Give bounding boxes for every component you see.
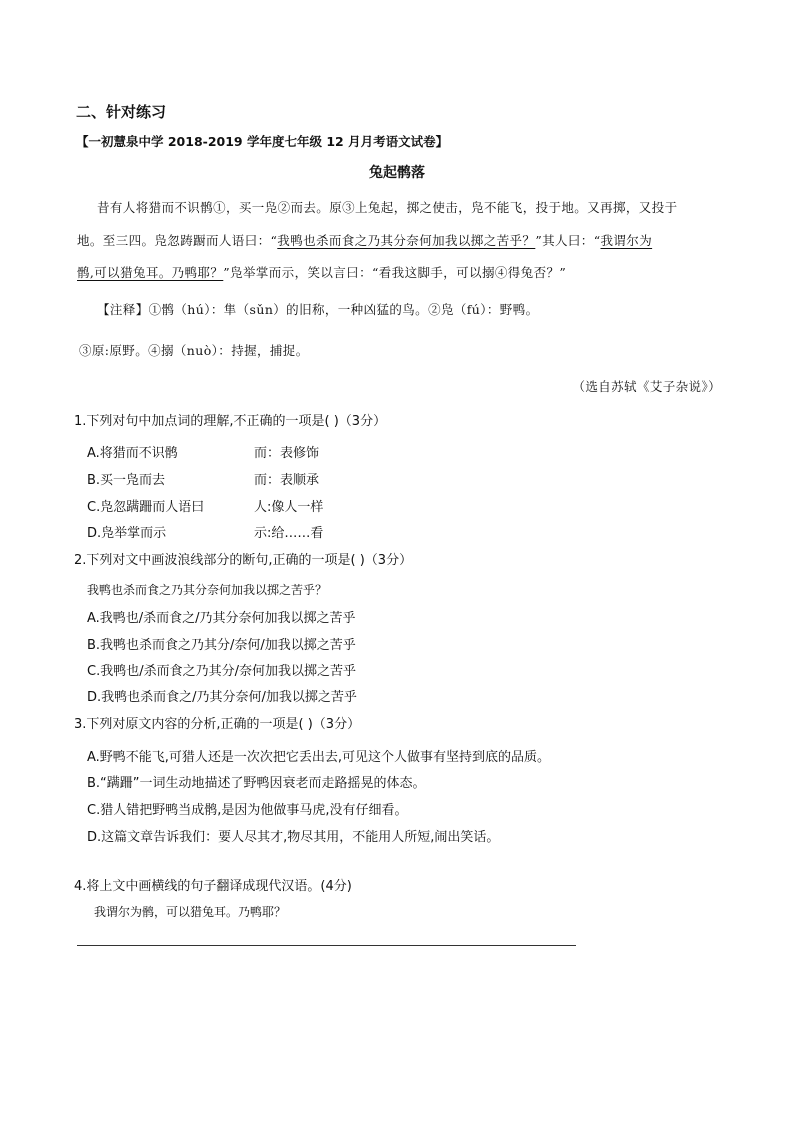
source-header: 【一初慧泉中学 2018-2019 学年度七年级 12 月月考语文试卷】 bbox=[76, 134, 449, 149]
question-2-quote: 我鸭也杀而食之乃其分奈何加我以掷之苦乎？ bbox=[87, 583, 328, 597]
question-1-option-c: C.凫忽蹒跚而人语曰 bbox=[87, 500, 205, 515]
passage-text: ”凫举掌而示，笑以言曰：“看我这脚手，可以搦④得兔否？” bbox=[223, 265, 567, 280]
question-1-option-a-meaning: 而：表修饰 bbox=[254, 446, 320, 461]
answer-line[interactable] bbox=[77, 945, 576, 946]
passage-line-1: 昔有人将猎而不识鹘①，买一凫②而去。原③上兔起，掷之使击，凫不能飞，投于地。又再掷，又投于 bbox=[97, 200, 678, 215]
question-3-stem: 3.下列对原文内容的分析,正确的一项是( )（3分） bbox=[74, 717, 361, 732]
question-4-quote: 我谓尔为鹘，可以猎兔耳。乃鸭耶？ bbox=[94, 905, 287, 919]
notes-line-2: ③原:原野。④搦（nuò）：持握，捕捉。 bbox=[79, 343, 309, 358]
passage-text: ”其人曰：“ bbox=[535, 233, 601, 248]
citation: （选自苏轼《艾子杂说》） bbox=[572, 379, 721, 394]
passage-line-2 bbox=[77, 231, 652, 249]
question-1-option-b-meaning: 而：表顺承 bbox=[254, 473, 320, 488]
article-title: 兔起鹘落 bbox=[369, 165, 425, 181]
question-1-option-d-meaning: 示:给……看 bbox=[254, 526, 324, 541]
underlined-sentence: 我谓尔为 bbox=[600, 233, 653, 248]
question-2-option-a: A.我鸭也/杀而食之/乃其分奈何加我以掷之苦乎 bbox=[87, 611, 356, 626]
question-1-option-c-meaning: 人:像人一样 bbox=[254, 500, 324, 515]
question-4-stem: 4.将上文中画横线的句子翻译成现代汉语。(4分) bbox=[74, 879, 352, 894]
question-3-option-a: A.野鸭不能飞,可猎人还是一次次把它丢出去,可见这个人做事有坚持到底的品质。 bbox=[87, 750, 551, 765]
section-title: 二、针对练习 bbox=[76, 103, 167, 121]
question-3-option-b: B.“蹒跚”一词生动地描述了野鸭因衰老而走路摇晃的体态。 bbox=[87, 776, 426, 791]
question-3-option-d: D.这篇文章告诉我们：要人尽其才,物尽其用，不能用人所短,闹出笑话。 bbox=[87, 830, 500, 845]
passage-text: 地。至三四。凫忽踌蹰而人语曰：“ bbox=[77, 233, 278, 248]
question-3-option-c: C.猎人错把野鸭当成鹘,是因为他做事马虎,没有仔细看。 bbox=[87, 803, 408, 818]
question-2-option-c: C.我鸭也/杀而食之乃其分/奈何加我以掷之苦乎 bbox=[87, 664, 356, 679]
question-1-option-a: A.将猎而不识鹘 bbox=[87, 446, 178, 461]
question-2-stem: 2.下列对文中画波浪线部分的断句,正确的一项是( )（3分） bbox=[74, 553, 413, 568]
underlined-sentence: 鹘,可以猎兔耳。乃鸭耶？ bbox=[77, 265, 224, 280]
question-1-option-d: D.凫举掌而示 bbox=[87, 526, 167, 541]
passage-line-3 bbox=[77, 263, 566, 281]
question-2-option-b: B.我鸭也杀而食之乃其分/奈何/加我以掷之苦乎 bbox=[87, 638, 356, 653]
question-1-stem: 1.下列对句中加点词的理解,不正确的一项是( )（3分） bbox=[74, 414, 387, 429]
question-1-option-b: B.买一凫而去 bbox=[87, 473, 166, 488]
notes-line-1: 【注释】①鹘（hú）：隼（sǔn）的旧称，一种凶猛的鸟。②凫（fú）：野鸭。 bbox=[97, 302, 539, 317]
wavy-underlined-sentence: 我鸭也杀而食之乃其分奈何加我以掷之苦乎？ bbox=[277, 233, 536, 248]
question-2-option-d: D.我鸭也杀而食之/乃其分奈何/加我以掷之苦乎 bbox=[87, 690, 357, 705]
